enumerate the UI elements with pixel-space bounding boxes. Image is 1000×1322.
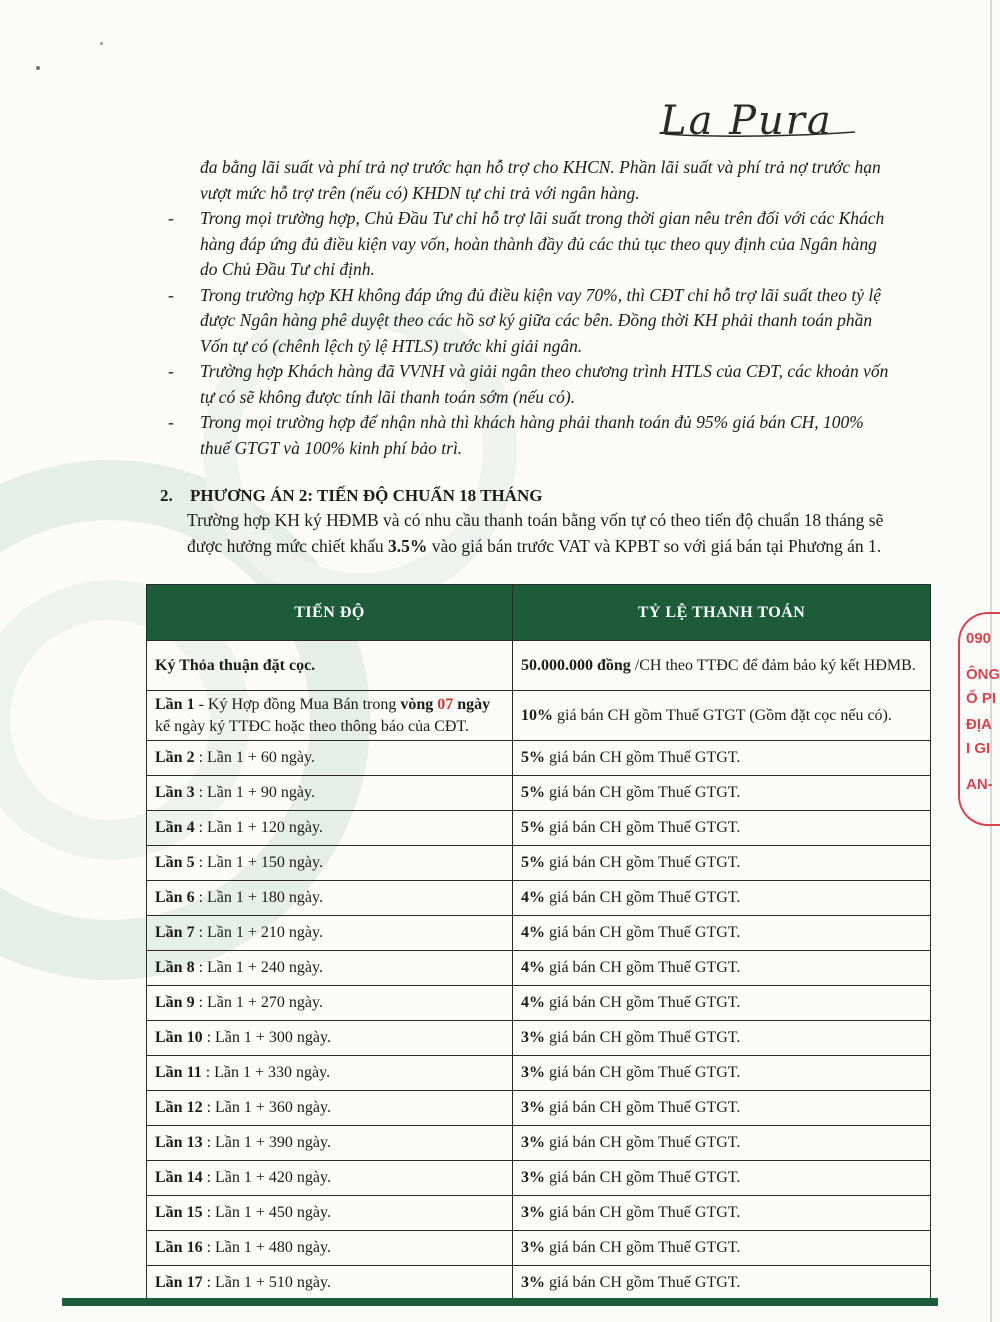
stamp-line: ĐỊA bbox=[966, 716, 992, 733]
row-pct: 4% bbox=[521, 994, 545, 1011]
stamp-line: Ổ PI bbox=[966, 690, 997, 707]
row-pct: 3% bbox=[521, 1239, 545, 1256]
stamp-line: I GI bbox=[966, 740, 991, 757]
stamp-line: 090 bbox=[966, 630, 992, 647]
row-pct: 3% bbox=[521, 1029, 545, 1046]
row-rate bbox=[513, 1231, 931, 1266]
row-when: : Lần 1 + 300 ngày. bbox=[202, 1029, 331, 1046]
row-pct: 4% bbox=[521, 889, 545, 906]
table-row bbox=[147, 1021, 931, 1056]
column-header-rate: TỶ LỆ THANH TOÁN bbox=[513, 585, 931, 641]
row-progress bbox=[147, 846, 513, 881]
row-pct: 3% bbox=[521, 1134, 545, 1151]
row-desc: giá bán CH gồm Thuế GTGT. bbox=[545, 1204, 741, 1221]
row-rate bbox=[513, 986, 931, 1021]
table-row bbox=[147, 881, 931, 916]
bullet-text: Trong trường hợp KH không đáp ứng đủ điều kiện vay 70%, thì CĐT chỉ hỗ trợ lãi suất theo tỷ lệ được Ngân hàng phê duyệt theo các hồ sơ ký giữa các bên. Đồng thời KH phải thanh toán phần Vốn tự có (chênh lệch tỷ lệ HTLS) trước khi giải ngân. bbox=[200, 284, 881, 356]
bullet-item bbox=[164, 359, 894, 410]
row-when: : Lần 1 + 210 ngày. bbox=[194, 924, 323, 941]
section-number: 2. bbox=[160, 486, 173, 505]
table-row bbox=[147, 1056, 931, 1091]
table-row bbox=[147, 846, 931, 881]
row-pct: 3% bbox=[521, 1064, 545, 1081]
row-rate bbox=[513, 1091, 931, 1126]
bullet-text: Trong mọi trường hợp, Chủ Đầu Tư chỉ hỗ trợ lãi suất trong thời gian nêu trên đối với các Khách hàng đáp ứng đủ điều kiện vay vốn, hoàn thành đầy đủ các thủ tục theo quy định của Ngân hàng do Chủ Đầu Tư chỉ định. bbox=[200, 208, 885, 279]
row-pct: 5% bbox=[521, 784, 545, 801]
row-progress bbox=[147, 776, 513, 811]
row-when: : Lần 1 + 330 ngày. bbox=[201, 1064, 331, 1081]
bullet-dash: - bbox=[168, 208, 174, 228]
stamp-line: ÔNG bbox=[966, 666, 1000, 683]
table-row bbox=[147, 811, 931, 846]
section-body-text: Trường hợp KH ký HĐMB và có nhu cầu thanh toán bằng vốn tự có theo tiến độ chuẩn 18 tháng sẽ được hưởng mức chiết khấu bbox=[187, 510, 884, 556]
row-when: : Lần 1 + 150 ngày. bbox=[194, 854, 323, 871]
row-text: - Ký Hợp đồng Mua Bán trong bbox=[194, 695, 401, 713]
row-text: kể ngày ký TTĐC hoặc theo thông báo của CĐT. bbox=[155, 717, 469, 735]
row-progress bbox=[147, 1091, 513, 1126]
row-desc: giá bán CH gồm Thuế GTGT. bbox=[545, 959, 741, 976]
bullet-text: Trường hợp Khách hàng đã VVNH và giải ngân theo chương trình HTLS của CĐT, các khoản vốn tự có sẽ không được tính lãi thanh toán sớm (nếu có). bbox=[200, 361, 889, 407]
row-when: : Lần 1 + 360 ngày. bbox=[202, 1099, 331, 1116]
row-progress bbox=[147, 1056, 513, 1091]
row-rate bbox=[513, 846, 931, 881]
row-label: Lần 15 bbox=[155, 1204, 203, 1221]
row-when: : Lần 1 + 450 ngày. bbox=[202, 1204, 331, 1221]
row-pct: 10% bbox=[521, 706, 553, 724]
brand-logo: La Pura bbox=[660, 98, 833, 144]
section-body-text: vào giá bán trước VAT và KPBT so với giá bán tại Phương án 1. bbox=[427, 535, 882, 556]
row-desc: giá bán CH gồm Thuế GTGT. bbox=[545, 784, 741, 801]
table-row bbox=[147, 916, 931, 951]
table-row bbox=[147, 1231, 931, 1266]
row-progress bbox=[147, 1231, 513, 1266]
row-progress bbox=[147, 916, 513, 951]
row-label: Lần 13 bbox=[155, 1134, 203, 1151]
table-row bbox=[147, 951, 931, 986]
row-when: : Lần 1 + 480 ngày. bbox=[202, 1239, 331, 1256]
row-when: : Lần 1 + 180 ngày. bbox=[194, 889, 323, 906]
deposit-label: Ký Thỏa thuận đặt cọc. bbox=[147, 641, 513, 691]
row-rate bbox=[513, 776, 931, 811]
row-rate bbox=[513, 1056, 931, 1091]
row-label: Lần 9 bbox=[155, 994, 195, 1011]
section-plan-2 bbox=[160, 484, 900, 559]
row-progress bbox=[147, 1021, 513, 1056]
logo-underline bbox=[660, 126, 860, 156]
row-label: Lần 3 bbox=[155, 784, 195, 801]
row-desc: giá bán CH gồm Thuế GTGT. bbox=[545, 819, 741, 836]
row-desc: giá bán CH gồm Thuế GTGT. bbox=[545, 749, 741, 766]
deposit-rate bbox=[513, 641, 931, 691]
table-row bbox=[147, 1161, 931, 1196]
bullet-dash: - bbox=[168, 361, 174, 381]
row-rate bbox=[513, 1196, 931, 1231]
table-header-row bbox=[147, 585, 931, 641]
section-body bbox=[160, 508, 900, 559]
row-progress bbox=[147, 986, 513, 1021]
row-progress bbox=[147, 1126, 513, 1161]
row-desc: giá bán CH gồm Thuế GTGT. bbox=[545, 854, 741, 871]
row-desc: giá bán CH gồm Thuế GTGT. bbox=[545, 924, 741, 941]
row-progress bbox=[147, 881, 513, 916]
bullet-dash: - bbox=[168, 284, 174, 305]
row-rate bbox=[513, 741, 931, 776]
row-label: Lần 8 bbox=[155, 959, 195, 976]
row-rate bbox=[513, 1266, 931, 1301]
row-pct: 3% bbox=[521, 1099, 545, 1116]
bullet-item bbox=[164, 283, 894, 360]
bullet-item bbox=[164, 206, 894, 283]
table-row bbox=[147, 741, 931, 776]
row-pct: 3% bbox=[521, 1169, 545, 1186]
row-progress bbox=[147, 811, 513, 846]
row-pct: 5% bbox=[521, 854, 545, 871]
bullet-text: Trong mọi trường hợp để nhận nhà thì khách hàng phải thanh toán đủ 95% giá bán CH, 100% thuế GTGT và 100% kinh phí bảo trì. bbox=[200, 412, 864, 458]
bullet-dash: - bbox=[168, 412, 174, 432]
row-label: Lần 17 bbox=[155, 1274, 203, 1291]
discount-rate: 3.5% bbox=[388, 535, 428, 556]
row-pct: 5% bbox=[521, 749, 545, 766]
table-row-first bbox=[147, 691, 931, 741]
row-desc: giá bán CH gồm Thuế GTGT. bbox=[545, 1134, 741, 1151]
row-text: ngày bbox=[453, 695, 491, 713]
row-rate bbox=[513, 881, 931, 916]
row-desc: giá bán CH gồm Thuế GTGT. bbox=[545, 1029, 741, 1046]
first-payment-rate bbox=[513, 691, 931, 741]
stamp-line: AN- bbox=[966, 776, 993, 793]
row-label: Lần 5 bbox=[155, 854, 195, 871]
row-desc: giá bán CH gồm Thuế GTGT. bbox=[545, 1169, 741, 1186]
row-when: : Lần 1 + 90 ngày. bbox=[194, 784, 315, 801]
row-desc: giá bán CH gồm Thuế GTGT (Gồm đặt cọc nếu có). bbox=[553, 706, 892, 724]
row-pct: 5% bbox=[521, 819, 545, 836]
row-when: : Lần 1 + 420 ngày. bbox=[202, 1169, 331, 1186]
row-when: : Lần 1 + 60 ngày. bbox=[194, 749, 315, 766]
row-progress bbox=[147, 1266, 513, 1301]
row-desc: giá bán CH gồm Thuế GTGT. bbox=[545, 994, 741, 1011]
row-when: : Lần 1 + 510 ngày. bbox=[202, 1274, 331, 1291]
row-progress bbox=[147, 741, 513, 776]
row-label: Lần 1 bbox=[155, 695, 195, 713]
row-when: : Lần 1 + 390 ngày. bbox=[202, 1134, 331, 1151]
bullet-continuation: đa bằng lãi suất và phí trả nợ trước hạn hỗ trợ cho KHCN. Phần lãi suất và phí trả nợ trước hạn vượt mức hỗ trợ trên (nếu có) KHDN tự chi trả với ngân hàng. bbox=[200, 157, 881, 203]
table-row bbox=[147, 986, 931, 1021]
row-label: Lần 16 bbox=[155, 1239, 203, 1256]
column-header-progress: TIẾN ĐỘ bbox=[147, 585, 513, 641]
section-title bbox=[160, 484, 900, 508]
table-row bbox=[147, 776, 931, 811]
row-desc: giá bán CH gồm Thuế GTGT. bbox=[545, 1239, 741, 1256]
table-row bbox=[147, 1266, 931, 1301]
row-pct: 4% bbox=[521, 924, 545, 941]
deposit-amount: 50.000.000 đồng bbox=[521, 656, 631, 674]
row-desc: giá bán CH gồm Thuế GTGT. bbox=[545, 1274, 741, 1291]
table-row bbox=[147, 1126, 931, 1161]
footer-bar bbox=[62, 1298, 938, 1306]
row-desc: giá bán CH gồm Thuế GTGT. bbox=[545, 889, 741, 906]
table-row bbox=[147, 1091, 931, 1126]
row-pct: 3% bbox=[521, 1204, 545, 1221]
row-when: : Lần 1 + 270 ngày. bbox=[194, 994, 323, 1011]
scan-speck bbox=[100, 42, 103, 45]
deposit-desc: /CH theo TTĐC để đảm bảo ký kết HĐMB. bbox=[630, 656, 916, 674]
row-when: : Lần 1 + 120 ngày. bbox=[194, 819, 323, 836]
bullet-list bbox=[164, 155, 894, 461]
first-payment-label bbox=[147, 691, 513, 741]
row-label: Lần 10 bbox=[155, 1029, 203, 1046]
row-label: Lần 2 bbox=[155, 749, 195, 766]
table-row bbox=[147, 1196, 931, 1231]
row-desc: giá bán CH gồm Thuế GTGT. bbox=[545, 1099, 741, 1116]
bullet-item bbox=[164, 410, 894, 461]
table-row-deposit bbox=[147, 641, 931, 691]
row-rate bbox=[513, 1021, 931, 1056]
row-label: Lần 7 bbox=[155, 924, 195, 941]
row-pct: 3% bbox=[521, 1274, 545, 1291]
row-when: : Lần 1 + 240 ngày. bbox=[194, 959, 323, 976]
scan-speck bbox=[36, 66, 40, 70]
section-title-text: PHƯƠNG ÁN 2: TIẾN ĐỘ CHUẨN 18 THÁNG bbox=[190, 486, 543, 505]
row-label: Lần 11 bbox=[155, 1064, 202, 1081]
red-stamp bbox=[958, 612, 1000, 826]
row-label: Lần 6 bbox=[155, 889, 195, 906]
row-rate bbox=[513, 811, 931, 846]
row-rate bbox=[513, 951, 931, 986]
row-text: vòng bbox=[400, 695, 438, 713]
row-pct: 4% bbox=[521, 959, 545, 976]
row-label: Lần 14 bbox=[155, 1169, 203, 1186]
row-rate bbox=[513, 1126, 931, 1161]
row-label: Lần 4 bbox=[155, 819, 195, 836]
row-desc: giá bán CH gồm Thuế GTGT. bbox=[545, 1064, 741, 1081]
row-progress bbox=[147, 951, 513, 986]
payment-schedule-table bbox=[146, 584, 931, 1301]
row-rate bbox=[513, 916, 931, 951]
highlight-days: 07 bbox=[437, 695, 454, 713]
row-progress bbox=[147, 1196, 513, 1231]
row-label: Lần 12 bbox=[155, 1099, 203, 1116]
row-rate bbox=[513, 1161, 931, 1196]
row-progress bbox=[147, 1161, 513, 1196]
